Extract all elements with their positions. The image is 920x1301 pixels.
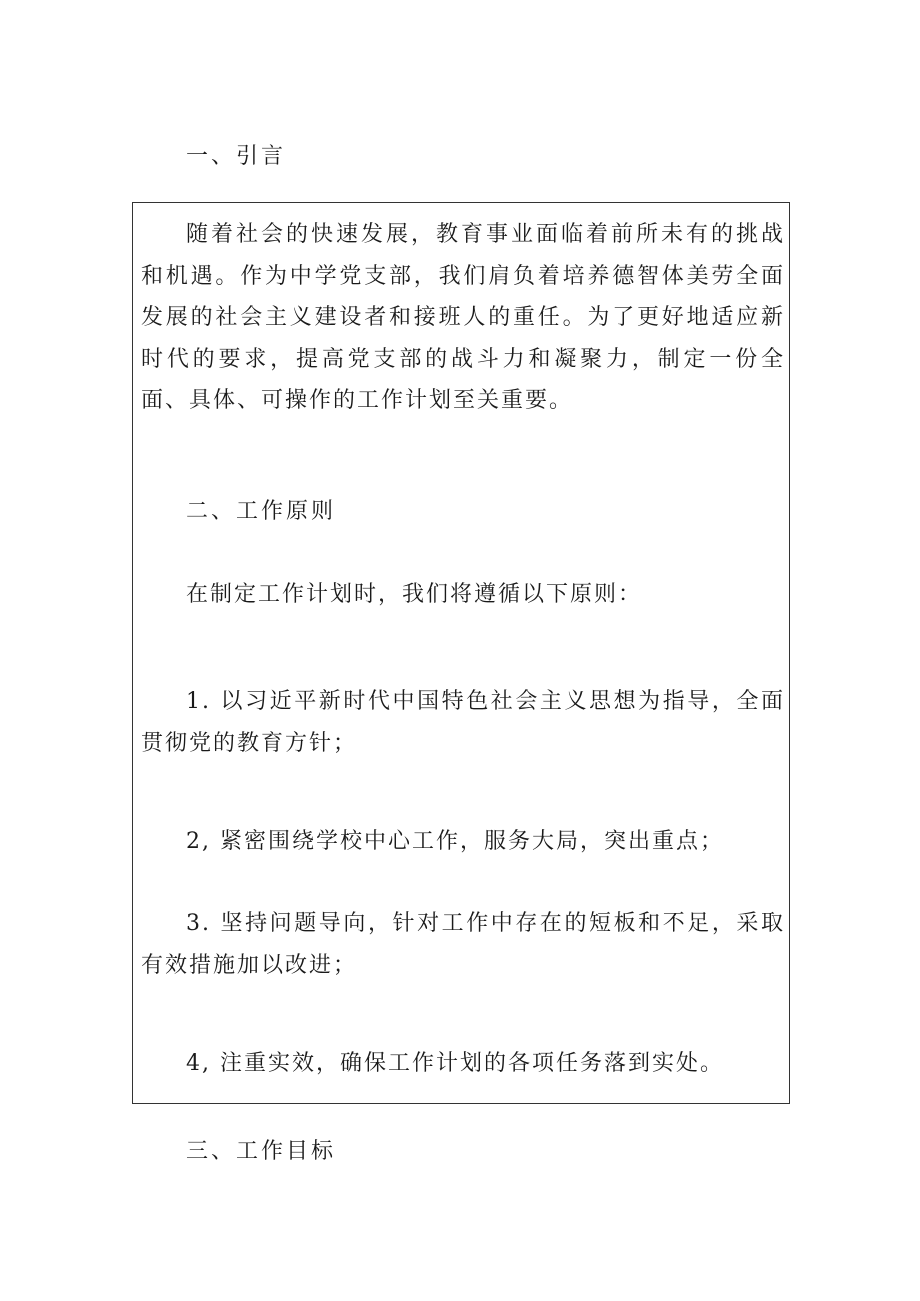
- introduction-paragraph: 随着社会的快速发展，教育事业面临着前所未有的挑战和机遇。作为中学党支部，我们肩负着培养德智体美劳全面发展的社会主义建设者和接班人的重任。为了更好地适应新时代的要求，提高党支部的战斗力和凝聚力，制定一份全面、具体、可操作的工作计划至关重要。: [141, 222, 785, 413]
- bordered-text-frame: [132, 202, 790, 1104]
- principle-item: 4, 注重实效，确保工作计划的各项任务落到实处。: [186, 1051, 724, 1076]
- section-heading-work-principles: 二、工作原则: [186, 499, 337, 524]
- principles-intro: 在制定工作计划时，我们将遵循以下原则：: [186, 582, 643, 607]
- principle-item: 2, 紧密围绕学校中心工作，服务大局，突出重点；: [186, 829, 724, 854]
- principle-item: 3. 坚持问题导向，针对工作中存在的短板和不足，采取有效措施加以改进；: [141, 911, 785, 978]
- section-heading-introduction: 一、引言: [186, 144, 287, 169]
- section-heading-work-goals: 三、工作目标: [186, 1139, 337, 1164]
- principle-item: 1. 以习近平新时代中国特色社会主义思想为指导，全面贯彻党的教育方针；: [141, 689, 785, 756]
